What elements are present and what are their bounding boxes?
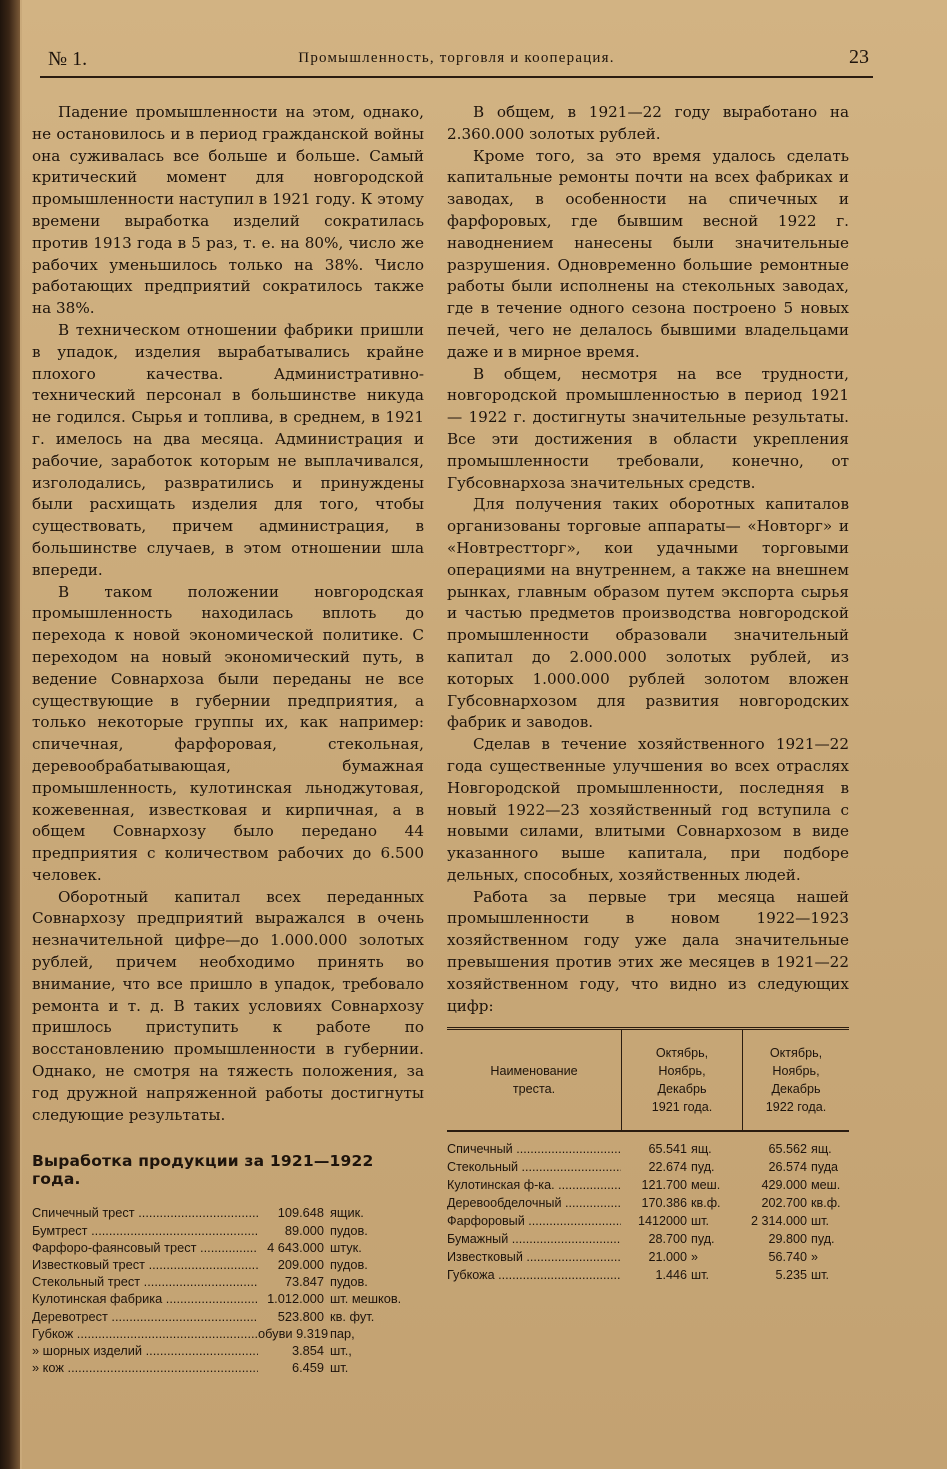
value-unit: » [691,1250,699,1265]
table-row [447,1140,849,1158]
value-1921 [621,1230,741,1248]
table-row [447,1194,849,1212]
value-1921 [621,1194,741,1212]
table-row [32,1256,424,1273]
value-number: 2 314.000 [750,1214,807,1229]
column-header-label: Октябрь, Ноябрь, Декабрь 1921 года. [651,1046,713,1115]
value-1921 [621,1212,741,1230]
value-number: 1.446 [655,1268,687,1283]
row-unit: штук. [330,1239,362,1255]
paragraph: Оборотный капитал всех переданных Совнархозу предприятий выражался в очень незначительной цифре—до 1.000.000 золотых рублей, причем необходимо принять во внимание, что все пришло в упадок, требовало ремонта и т. д. В таких условиях Совнархозу пришлось приступить к работе по восстановлению промышленности в губернии. Однако, не смотря на тяжесть положения, за год дружной напряженной работы достигнуты следующие результаты. [32,887,424,1124]
value-1922 [741,1140,849,1158]
row-unit: шт. мешков. [330,1291,402,1307]
column-header [622,1030,743,1130]
column-header [447,1030,622,1130]
table-row [32,1239,424,1256]
page-header [40,46,873,78]
table-row [447,1230,849,1248]
column-header-label: Октябрь, Ноябрь, Декабрь 1922 года. [765,1046,827,1115]
column-header-label: Наименование треста. [490,1064,578,1097]
trust-name: Губкожа ..... [447,1266,621,1284]
trust-name: Спичечный ..... [447,1140,621,1158]
value-1921 [621,1248,741,1266]
table-row [447,1266,849,1284]
value-number: 170.386 [641,1196,687,1211]
value-number: 5.235 [775,1268,807,1283]
value-1922 [741,1194,849,1212]
value-number: 21.000 [648,1250,687,1265]
table-row [32,1308,424,1325]
row-unit: пар, [330,1325,355,1341]
value-unit: шт. [811,1214,829,1229]
paragraph: Падение промышленности на этом, однако, не остановилось и в период гражданской войны она суживалась все больше и больше. Самый критический момент для новгородской промышленности наступил в 1921 году. К этому времени выработка изделий сократилась против 1913 года в 5 раз, т. е. на 80%, число же рабочих уменьшилось только на 38%. Число работающих предприятий сократилось также на 38%. [32,103,424,318]
value-number: 28.700 [648,1232,687,1247]
value-unit: пуд. [811,1232,835,1247]
value-number: 429.000 [761,1178,807,1193]
value-unit: шт. [691,1268,709,1283]
row-value: 1.012.000 [267,1291,324,1307]
paragraph: В общем, в 1921—22 году выработано на 2.360.000 золотых рублей. [447,103,849,143]
row-unit: ящик. [330,1205,364,1221]
value-unit: меш. [811,1178,841,1193]
value-number: 26.574 [768,1160,807,1175]
production-table [32,1204,424,1376]
paragraph: В общем, несмотря на все трудности, новгородской промышленностью в период 1921 — 1922 г. достигнуты значительные результаты. Все эти достижения в области укрепления промышленности требовали, конечно, от Губсовнархоза значительных средств. [447,364,849,492]
value-number: 65.541 [648,1142,687,1157]
row-name: » шорных изделий ..... [32,1342,258,1359]
value-unit: пуда [811,1160,839,1175]
row-value: 209.000 [277,1257,324,1273]
left-column [32,102,424,1376]
row-unit: пудов. [330,1222,368,1238]
value-1922 [741,1248,849,1266]
row-name: Фарфоро-фаянсовый трест ..... [32,1239,258,1256]
row-value: 89.000 [284,1222,324,1238]
row-value: обуви 9.319 [258,1325,329,1341]
value-unit: пуд. [691,1232,715,1247]
column-header [743,1030,849,1130]
page-number: 23 [849,46,869,68]
trust-name: Стекольный ..... [447,1158,621,1176]
value-number: 65.562 [768,1142,807,1157]
row-name: Известковый трест ..... [32,1256,258,1273]
row-value: 4 643.000 [267,1239,324,1255]
table-row [32,1359,424,1376]
value-unit: ящ. [811,1142,832,1157]
row-name: » кож ..... [32,1359,258,1376]
running-title: Промышленность, торговля и кооперация. [298,50,615,66]
value-number: 202.700 [761,1196,807,1211]
paragraph: В таком положении новгородская промышленность находилась вплоть до перехода к новой экономической политике. С переходом на новый экономический путь, в ведение Совнархоза были переданы не все существующие в губернии предприятия, а только некоторые группы их, как например: спичечная, фарфоровая, стекольная, деревообрабатывающая, бумажная промышленность, кулотинская льноджутовая, кожевенная, известковая и кирпичная, а в общем Совнархозу было передано 44 предприятия с количеством рабочих до 6.500 человек. [32,582,424,884]
value-1922 [741,1176,849,1194]
value-number: 1412000 [637,1214,687,1229]
value-1922 [741,1158,849,1176]
table-row [447,1212,849,1230]
row-unit: пудов. [330,1274,368,1290]
row-value: 3.854 [291,1343,324,1359]
trust-name: Бумажный ..... [447,1230,621,1248]
trust-name: Деревообделочный ..... [447,1194,621,1212]
row-unit: кв. фут. [330,1308,375,1324]
row-name: Бумтрест ..... [32,1222,258,1239]
table-row [32,1204,424,1221]
value-number: 22.674 [648,1160,687,1175]
row-value: 6.459 [291,1360,324,1376]
trust-name: Известковый ..... [447,1248,621,1266]
table-row [447,1176,849,1194]
right-column [447,102,849,1284]
row-name: Губкож ..... [32,1325,258,1342]
table-row [32,1325,424,1342]
table-row [447,1158,849,1176]
value-1922 [741,1230,849,1248]
paragraph: Для получения таких оборотных капиталов организованы торговые аппараты— «Новторг» и «Новтрестторг», кои удачными торговыми операциями на внутреннем, а также на внешнем рынках, главным образом путем экспорта сырья и частью предметов производства новгородской промышленности образовали значительный капитал до 2.000.000 золотых рублей, из которых 1.000.000 рублей золотом вложен Губсовнархозом для развития новгородских фабрик и заводов. [447,495,849,732]
table-row [32,1290,424,1307]
table-body [447,1132,849,1284]
value-unit: шт. [811,1268,829,1283]
book-binding-edge [0,0,20,1469]
row-name: Деревотрест ..... [32,1308,258,1325]
row-name: Спичечный трест ..... [32,1204,258,1221]
value-1921 [621,1158,741,1176]
value-unit: меш. [691,1178,721,1193]
paragraph: Кроме того, за это время удалось сделать капитальные ремонты почти на всех фабриках и заводах, в особенности на спичечных и фарфоровых, где бывшим весной 1922 г. наводнением нанесены были значительные разрушения. Одновременно большие ремонтные работы были исполнены на стекольных заводах, где в течение одного сезона построено 5 новых печей, чего не делалось бывшими владельцами даже и в мирное время. [447,146,849,361]
issue-number: № 1. [48,48,88,70]
value-1922 [741,1212,849,1230]
table-row [32,1222,424,1239]
production-table-title: Выработка продукции за 1921—1922 года. [32,1152,374,1189]
trust-name: Кулотинская ф-ка. ..... [447,1176,621,1194]
row-unit: шт., [330,1343,352,1359]
table-row [447,1248,849,1266]
row-unit: пудов. [330,1257,368,1273]
value-unit: кв.ф. [691,1196,721,1211]
comparison-table [447,1027,849,1284]
table-row [32,1273,424,1290]
table-row [32,1342,424,1359]
value-1921 [621,1140,741,1158]
row-value: 73.847 [284,1274,324,1290]
value-number: 121.700 [641,1178,687,1193]
paragraph: В техническом отношении фабрики пришли в упадок, изделия вырабатывались крайне плохого качества. Административно-технический персонал в большинстве никуда не годился. Сырья и топлива, в среднем, в 1921 г. имелось на два месяца. Администрация и рабочие, заработок которым не выплачивался, изголодались, развратились и принуждены были расхищать изделия для того, чтобы существовать, причем администрация, в большинстве случаев, в этом отношении шла впереди. [32,320,424,579]
value-1921 [621,1266,741,1284]
value-unit: шт. [691,1214,709,1229]
paragraph: Сделав в течение хозяйственного 1921—22 года существенные улучшения во всех отраслях Новгородской промышленности, последняя в новый 1922—23 хозяйственный год вступила с новыми силами, влитыми Совнархозом в виде указанного выше капитала, при подборе дельных, способных, хозяйственных людей. [447,735,849,884]
row-name: Кулотинская фабрика ..... [32,1290,258,1307]
row-value: 523.800 [277,1308,324,1324]
row-name: Стекольный трест ..... [32,1273,258,1290]
value-1922 [741,1266,849,1284]
value-unit: » [811,1250,819,1265]
paragraph: Работа за первые три месяца нашей промышленности в новом 1922—1923 хозяйственном году уже дала значительные превышения против этих же месяцев в 1921—22 хозяйственном году, что видно из следующих цифр: [447,887,849,1015]
row-value: 109.648 [277,1205,324,1221]
journal-page [22,0,947,1469]
value-unit: ящ. [691,1142,712,1157]
value-1921 [621,1176,741,1194]
value-number: 29.800 [768,1232,807,1247]
value-number: 56.740 [768,1250,807,1265]
value-unit: кв.ф. [811,1196,841,1211]
table-header [447,1030,849,1132]
trust-name: Фарфоровый ..... [447,1212,621,1230]
row-unit: шт. [330,1360,349,1376]
value-unit: пуд. [691,1160,715,1175]
